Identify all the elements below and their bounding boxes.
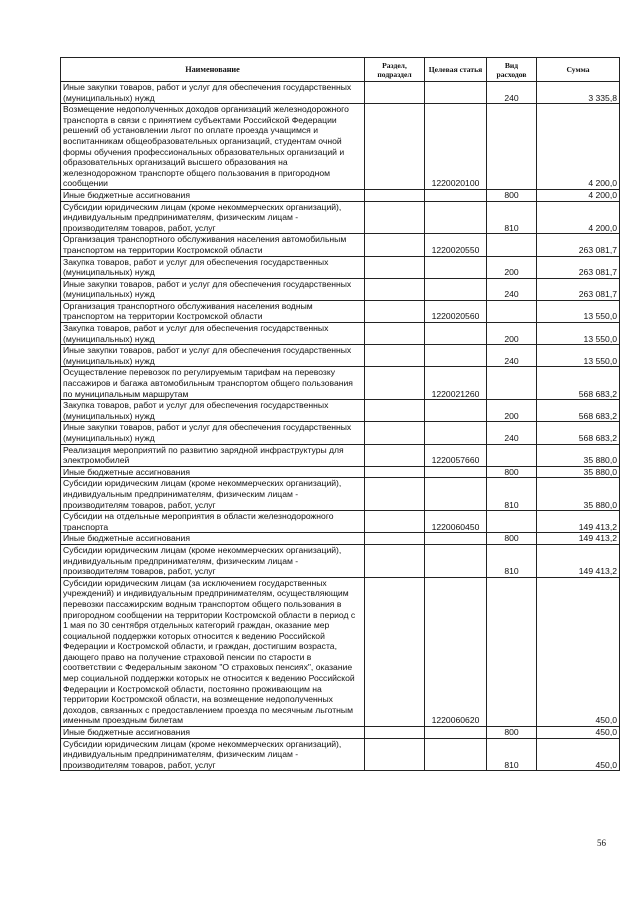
cell-name: Субсидии юридическим лицам (кроме некоммерческих организаций), индивидуальным предпринимателям, физическим лицам - производителям товаров, работ, услуг — [61, 544, 365, 577]
cell-name: Субсидии юридическим лицам (кроме некоммерческих организаций), индивидуальным предпринимателям, физическим лицам - производителям товаров, работ, услуг — [61, 478, 365, 511]
header-name: Наименование — [61, 58, 365, 82]
cell-target: 1220021260 — [425, 367, 487, 400]
header-section: Раздел, подраздел — [365, 58, 425, 82]
cell-name: Иные бюджетные ассигнования — [61, 533, 365, 545]
cell-target — [425, 400, 487, 422]
cell-target — [425, 323, 487, 345]
cell-target — [425, 278, 487, 300]
cell-name: Иные бюджетные ассигнования — [61, 466, 365, 478]
cell-section — [365, 444, 425, 466]
cell-type — [487, 300, 537, 322]
cell-target — [425, 533, 487, 545]
budget-table — [60, 57, 620, 771]
cell-target — [425, 345, 487, 367]
table-body — [61, 82, 620, 771]
cell-sum: 4 200,0 — [537, 104, 620, 190]
cell-sum: 450,0 — [537, 727, 620, 739]
cell-section — [365, 201, 425, 234]
cell-name: Закупка товаров, работ и услуг для обеспечения государственных (муниципальных) нужд — [61, 256, 365, 278]
cell-section — [365, 577, 425, 726]
cell-type: 810 — [487, 544, 537, 577]
cell-section — [365, 82, 425, 104]
cell-target — [425, 256, 487, 278]
cell-sum: 35 880,0 — [537, 466, 620, 478]
cell-target — [425, 738, 487, 771]
cell-sum: 13 550,0 — [537, 300, 620, 322]
table-row — [61, 345, 620, 367]
cell-section — [365, 544, 425, 577]
cell-section — [365, 533, 425, 545]
cell-type: 240 — [487, 82, 537, 104]
cell-name: Осуществление перевозок по регулируемым тарифам на перевозку пассажиров и багажа автомобильным транспортом общего пользования по муниципальным маршрутам — [61, 367, 365, 400]
cell-section — [365, 189, 425, 201]
cell-name: Иные бюджетные ассигнования — [61, 727, 365, 739]
table-row — [61, 444, 620, 466]
cell-name: Субсидии на отдельные мероприятия в области железнодорожного транспорта — [61, 511, 365, 533]
cell-type: 810 — [487, 478, 537, 511]
header-target: Целевая статья — [425, 58, 487, 82]
cell-target — [425, 544, 487, 577]
cell-target: 1220020100 — [425, 104, 487, 190]
cell-sum: 149 413,2 — [537, 533, 620, 545]
cell-sum: 13 550,0 — [537, 323, 620, 345]
cell-section — [365, 256, 425, 278]
cell-type: 800 — [487, 533, 537, 545]
cell-name: Иные закупки товаров, работ и услуг для обеспечения государственных (муниципальных) нужд — [61, 82, 365, 104]
header-row — [61, 58, 620, 82]
cell-target — [425, 82, 487, 104]
table-row — [61, 189, 620, 201]
cell-sum: 450,0 — [537, 738, 620, 771]
cell-target: 1220020560 — [425, 300, 487, 322]
cell-type: 810 — [487, 201, 537, 234]
table-row — [61, 511, 620, 533]
cell-sum: 568 683,2 — [537, 367, 620, 400]
cell-sum: 149 413,2 — [537, 511, 620, 533]
cell-section — [365, 278, 425, 300]
cell-section — [365, 104, 425, 190]
cell-type: 800 — [487, 727, 537, 739]
cell-sum: 450,0 — [537, 577, 620, 726]
cell-target — [425, 466, 487, 478]
cell-target — [425, 422, 487, 444]
cell-section — [365, 422, 425, 444]
cell-target: 1220060620 — [425, 577, 487, 726]
table-row — [61, 422, 620, 444]
cell-sum: 13 550,0 — [537, 345, 620, 367]
cell-section — [365, 400, 425, 422]
cell-section — [365, 727, 425, 739]
header-sum: Сумма — [537, 58, 620, 82]
page-number: 56 — [597, 838, 606, 848]
cell-sum: 3 335,8 — [537, 82, 620, 104]
cell-name: Закупка товаров, работ и услуг для обеспечения государственных (муниципальных) нужд — [61, 323, 365, 345]
table-row — [61, 533, 620, 545]
cell-target: 1220060450 — [425, 511, 487, 533]
cell-section — [365, 511, 425, 533]
cell-section — [365, 738, 425, 771]
cell-type: 240 — [487, 422, 537, 444]
cell-name: Иные бюджетные ассигнования — [61, 189, 365, 201]
cell-name: Субсидии юридическим лицам (кроме некоммерческих организаций), индивидуальным предпринимателям, физическим лицам - производителям товаров, работ, услуг — [61, 201, 365, 234]
table-row — [61, 466, 620, 478]
cell-type: 800 — [487, 466, 537, 478]
cell-sum: 568 683,2 — [537, 422, 620, 444]
table-row — [61, 400, 620, 422]
cell-target — [425, 478, 487, 511]
cell-name: Иные закупки товаров, работ и услуг для обеспечения государственных (муниципальных) нужд — [61, 422, 365, 444]
cell-type — [487, 511, 537, 533]
cell-type — [487, 577, 537, 726]
table-row — [61, 300, 620, 322]
cell-sum: 4 200,0 — [537, 201, 620, 234]
table-row — [61, 201, 620, 234]
cell-section — [365, 323, 425, 345]
cell-type — [487, 367, 537, 400]
cell-type: 240 — [487, 278, 537, 300]
table-row — [61, 278, 620, 300]
cell-type: 800 — [487, 189, 537, 201]
cell-name: Организация транспортного обслуживания населения автомобильным транспортом на территории Костромской области — [61, 234, 365, 256]
table-row — [61, 256, 620, 278]
cell-target: 1220057660 — [425, 444, 487, 466]
table-row — [61, 738, 620, 771]
cell-name: Возмещение недополученных доходов организаций железнодорожного транспорта в связи с принятием субъектами Российской Федерации решений об установлении льгот по оплате проезда учащимся и воспитанникам общеобразовательных организаций, студентам очной формы обучения профессиональных образовательных организаций и образовательных организаций высшего образования на железнодорожном транспорте общего пользования в пригородном сообщении — [61, 104, 365, 190]
cell-type: 200 — [487, 256, 537, 278]
cell-target — [425, 201, 487, 234]
cell-name: Иные закупки товаров, работ и услуг для обеспечения государственных (муниципальных) нужд — [61, 345, 365, 367]
cell-target — [425, 727, 487, 739]
cell-sum: 35 880,0 — [537, 478, 620, 511]
cell-section — [365, 466, 425, 478]
cell-name: Субсидии юридическим лицам (за исключением государственных учреждений) и индивидуальным предпринимателям, осуществляющим перевозки пассажирским водным транспортом общего пользования в пригородном сообщении на территории Костромской области в период с 1 мая по 30 сентября отдельных категорий граждан, оказание мер социальной поддержки которых относится к ведению Российской Федерации и Костромской области, и граждан, достигшим возраста, дающего право на получение страховой пенсии по старости в соответствии с Федеральным законом "О страховых пенсиях", оказание мер социальной поддержки которых не относится к ведению Российской Федерации и Костромской области, постоянно проживающим на территории Костромской области, на возмещение недополученных доходов, связанных с предоставлением проезда по месячным льготным именным проездным билетам — [61, 577, 365, 726]
cell-name: Закупка товаров, работ и услуг для обеспечения государственных (муниципальных) нужд — [61, 400, 365, 422]
cell-sum: 568 683,2 — [537, 400, 620, 422]
cell-type — [487, 444, 537, 466]
table-row — [61, 367, 620, 400]
table-header — [61, 58, 620, 82]
cell-type: 810 — [487, 738, 537, 771]
cell-section — [365, 345, 425, 367]
table-row — [61, 478, 620, 511]
table-row — [61, 727, 620, 739]
cell-target: 1220020550 — [425, 234, 487, 256]
table-row — [61, 323, 620, 345]
cell-section — [365, 367, 425, 400]
cell-target — [425, 189, 487, 201]
cell-type: 240 — [487, 345, 537, 367]
cell-type — [487, 234, 537, 256]
cell-sum: 35 880,0 — [537, 444, 620, 466]
header-type: Вид расходов — [487, 58, 537, 82]
cell-name: Субсидии юридическим лицам (кроме некоммерческих организаций), индивидуальным предпринимателям, физическим лицам - производителям товаров, работ, услуг — [61, 738, 365, 771]
cell-type: 200 — [487, 323, 537, 345]
table-row — [61, 104, 620, 190]
cell-type: 200 — [487, 400, 537, 422]
cell-sum: 263 081,7 — [537, 278, 620, 300]
cell-type — [487, 104, 537, 190]
cell-sum: 263 081,7 — [537, 256, 620, 278]
cell-section — [365, 234, 425, 256]
cell-sum: 149 413,2 — [537, 544, 620, 577]
cell-name: Иные закупки товаров, работ и услуг для обеспечения государственных (муниципальных) нужд — [61, 278, 365, 300]
table-row — [61, 82, 620, 104]
table-row — [61, 234, 620, 256]
table-row — [61, 544, 620, 577]
table-row — [61, 577, 620, 726]
cell-sum: 263 081,7 — [537, 234, 620, 256]
cell-section — [365, 300, 425, 322]
cell-section — [365, 478, 425, 511]
cell-sum: 4 200,0 — [537, 189, 620, 201]
cell-name: Реализация мероприятий по развитию зарядной инфраструктуры для электромобилей — [61, 444, 365, 466]
cell-name: Организация транспортного обслуживания населения водным транспортом на территории Костромской области — [61, 300, 365, 322]
